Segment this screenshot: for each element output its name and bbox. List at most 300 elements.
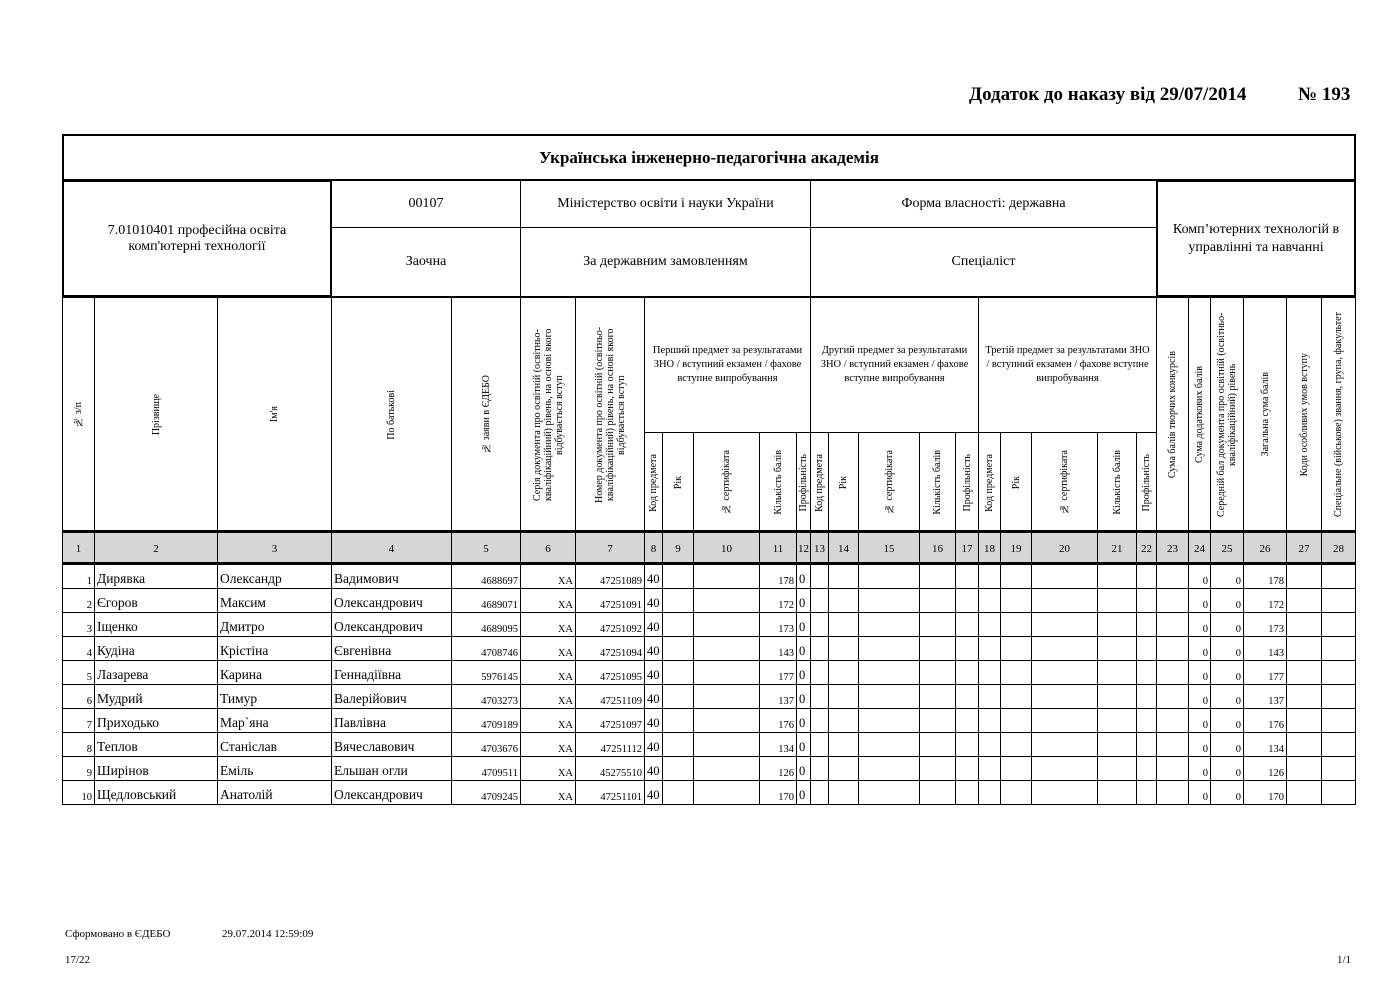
table-cell [919, 684, 956, 709]
column-number [1156, 532, 1189, 565]
column-number [575, 532, 645, 565]
cell-app [451, 660, 521, 685]
cell-total-text: 173 [1268, 624, 1284, 635]
cell-surname [94, 780, 218, 805]
table-cell [1000, 732, 1032, 757]
cell-score [759, 732, 797, 757]
table-cell [810, 636, 829, 661]
cell-name-text: Максим [220, 595, 266, 610]
cell-total [1243, 684, 1287, 709]
cell-docnum-text: 47251097 [600, 720, 642, 731]
ministry-cell [520, 180, 811, 228]
cell-patronymic [331, 756, 452, 781]
header-subject3-sub_code [978, 432, 1001, 533]
column-number [1097, 532, 1137, 565]
cell-score-text: 177 [778, 672, 794, 683]
header-col5 [451, 296, 521, 533]
table-cell [1031, 612, 1098, 637]
cell-avg [1210, 780, 1244, 805]
cell-patronymic-text: Вадимович [334, 571, 399, 586]
table-cell [858, 756, 920, 781]
column-number-text: 7 [607, 542, 613, 555]
cell-avg [1210, 588, 1244, 613]
cell-patronymic [331, 612, 452, 637]
cell-avg [1210, 660, 1244, 685]
cell-avg [1210, 612, 1244, 637]
cell-code [644, 780, 663, 805]
table-cell [978, 612, 1001, 637]
table-cell [693, 612, 760, 637]
header-subject3-text: Третій предмет за результатами ЗНО / вступний екзамен / фахове вступне випробування [985, 344, 1150, 384]
cell-extra [1188, 732, 1211, 757]
table-cell [828, 684, 859, 709]
table-cell [1156, 660, 1189, 685]
cell-docnum-text: 47251112 [600, 744, 642, 755]
cell-name [217, 636, 332, 661]
table-cell [858, 780, 920, 805]
header-col23-text: Сума балів творчих конкурсів [1167, 350, 1178, 479]
column-number [796, 532, 811, 565]
column-number-text: 17 [961, 542, 973, 555]
faculty-cell-text: Комп’ютерних технологій в управлінні та навчанні [1172, 221, 1340, 255]
cell-surname [94, 564, 218, 589]
cell-series-text: ХА [557, 696, 573, 707]
cell-extra [1188, 756, 1211, 781]
cell-score [759, 564, 797, 589]
row-number-text: 3 [86, 624, 92, 635]
header-col4 [331, 296, 452, 533]
row-number-text: 9 [86, 768, 92, 779]
cell-total-text: 126 [1268, 768, 1284, 779]
cell-extra-text: 0 [1202, 744, 1208, 755]
cell-extra [1188, 636, 1211, 661]
cell-extra [1188, 612, 1211, 637]
table-cell [858, 636, 920, 661]
cell-name-text: Тимур [220, 691, 258, 706]
cell-avg-text: 0 [1235, 648, 1241, 659]
column-number [1243, 532, 1287, 565]
table-cell [1156, 588, 1189, 613]
table-cell [955, 708, 979, 733]
header-col6-text: Серія документа про освітній (освітньо-кваліфікаційний) рівень, на основі якого відбувається вступ [531, 328, 565, 501]
cell-docnum-text: 47251095 [600, 672, 642, 683]
cell-series [520, 708, 576, 733]
column-number-text: 26 [1259, 542, 1271, 555]
cell-score [759, 636, 797, 661]
cell-app-text: 4703273 [481, 696, 518, 707]
cell-profile-text: 0 [799, 572, 806, 586]
table-cell [919, 708, 956, 733]
header-col5-text: № заяви в ЄДЕБО [480, 375, 492, 454]
table-cell [1000, 708, 1032, 733]
table-cell [919, 756, 956, 781]
header-subject2-sub_cert [858, 432, 920, 533]
table-cell [1156, 564, 1189, 589]
cell-app-text: 4689071 [481, 600, 518, 611]
cell-name-text: Карина [220, 667, 263, 682]
table-cell [693, 756, 760, 781]
cell-surname-text: Теплов [97, 739, 138, 754]
cell-code-text: 40 [647, 692, 660, 706]
header-subject3-sub_year [1000, 432, 1032, 533]
table-cell [1136, 588, 1157, 613]
header-col3-text: Ім'я [269, 406, 280, 423]
table-cell [810, 732, 829, 757]
cell-avg [1210, 564, 1244, 589]
column-number [810, 532, 829, 565]
table-cell [1031, 708, 1098, 733]
cell-profile [796, 588, 811, 613]
column-number-text: 16 [932, 542, 943, 555]
column-number-text: 18 [984, 542, 995, 555]
cell-docnum [575, 660, 645, 685]
cell-avg-text: 0 [1235, 744, 1241, 755]
cell-extra-text: 0 [1202, 600, 1208, 611]
header-col6 [520, 296, 576, 533]
table-cell [1031, 756, 1098, 781]
header-subject1-sub_score-text: Кількість балів [772, 450, 784, 515]
table-cell [1321, 612, 1356, 637]
table-cell [955, 732, 979, 757]
cell-name [217, 732, 332, 757]
row-number-text: 10 [81, 792, 92, 803]
cell-avg-text: 0 [1235, 624, 1241, 635]
cell-surname-text: Ширінов [97, 763, 149, 778]
table-cell [978, 780, 1001, 805]
table-cell [955, 636, 979, 661]
column-number-text: 20 [1059, 542, 1070, 555]
cell-code [644, 708, 663, 733]
header-col24 [1188, 296, 1211, 533]
cell-surname [94, 708, 218, 733]
table-cell [1031, 780, 1098, 805]
cell-name [217, 612, 332, 637]
cell-code [644, 732, 663, 757]
header-subject3-sub_cert-text: № сертифіката [1059, 450, 1070, 515]
table-cell [1000, 564, 1032, 589]
table-cell [858, 588, 920, 613]
row-number [62, 564, 95, 589]
cell-code-text: 40 [647, 572, 660, 586]
cell-name-text: Дмитро [220, 619, 265, 634]
header-col24-text: Сума додаткових балів [1194, 366, 1205, 463]
order-title: Додаток до наказу від 29/07/2014 [969, 84, 1247, 105]
ministry-cell-text: Міністерство освіти і науки України [557, 196, 774, 211]
cell-score-text: 178 [778, 576, 794, 587]
cell-docnum [575, 732, 645, 757]
cell-profile-text: 0 [799, 764, 806, 778]
column-number [978, 532, 1001, 565]
cell-app-text: 5976145 [481, 672, 518, 683]
table-cell [828, 588, 859, 613]
table-cell [1286, 564, 1322, 589]
table-cell [662, 564, 694, 589]
faculty-cell [1156, 180, 1356, 297]
divider [62, 296, 1355, 298]
cell-name-text: Крістіна [220, 643, 269, 658]
cell-total-text: 137 [1268, 696, 1284, 707]
cell-docnum [575, 564, 645, 589]
cell-avg-text: 0 [1235, 696, 1241, 707]
table-cell [1136, 612, 1157, 637]
cell-total [1243, 660, 1287, 685]
cell-surname-text: Іщенко [97, 619, 138, 634]
cell-total [1243, 588, 1287, 613]
table-cell [1097, 780, 1137, 805]
cell-series-text: ХА [557, 744, 573, 755]
table-cell [1097, 684, 1137, 709]
cell-score [759, 612, 797, 637]
table-cell [858, 684, 920, 709]
table-cell [919, 660, 956, 685]
column-number-text: 12 [798, 542, 809, 555]
cell-app [451, 780, 521, 805]
cell-avg-text: 0 [1235, 672, 1241, 683]
row-number [62, 636, 95, 661]
cell-surname [94, 684, 218, 709]
cell-series-text: ХА [557, 576, 573, 587]
table-cell [828, 564, 859, 589]
cell-app [451, 564, 521, 589]
table-cell [1286, 756, 1322, 781]
funding-cell [520, 227, 811, 297]
cell-profile-text: 0 [799, 620, 806, 634]
cell-docnum-text: 47251089 [600, 576, 642, 587]
column-number-text: 27 [1298, 542, 1310, 555]
table-cell [1136, 708, 1157, 733]
cell-app-text: 4689095 [481, 624, 518, 635]
table-cell [810, 708, 829, 733]
cell-code [644, 564, 663, 589]
cell-patronymic [331, 684, 452, 709]
table-cell [1097, 564, 1137, 589]
cell-extra [1188, 588, 1211, 613]
cell-total-text: 178 [1268, 576, 1284, 587]
cell-extra-text: 0 [1202, 648, 1208, 659]
table-cell [1136, 780, 1157, 805]
column-number-text: 23 [1167, 542, 1178, 555]
cell-patronymic-text: Олександрович [334, 619, 423, 634]
column-number-text: 9 [675, 542, 681, 555]
column-number [955, 532, 979, 565]
cell-code-text: 40 [647, 644, 660, 658]
table-cell [828, 756, 859, 781]
header-subject1-text: Перший предмет за результатами ЗНО / вступний екзамен / фахове вступне випробування [652, 344, 803, 384]
cell-app [451, 612, 521, 637]
specialty-cell [62, 180, 332, 297]
header-col4-text: По батькові [386, 389, 397, 440]
order-number: № 193 [1298, 84, 1351, 105]
cell-code-text: 40 [647, 668, 660, 682]
table-cell [978, 708, 1001, 733]
cell-total-text: 170 [1268, 792, 1284, 803]
cell-patronymic-text: Геннадіївна [334, 667, 402, 682]
cell-profile-text: 0 [799, 788, 806, 802]
header-col2-text: Прізвище [150, 393, 162, 436]
column-number [1286, 532, 1322, 565]
column-number [62, 532, 95, 565]
column-number [1321, 532, 1356, 565]
table-cell [810, 780, 829, 805]
table-cell [1097, 732, 1137, 757]
row-number [62, 780, 95, 805]
table-cell [919, 636, 956, 661]
cell-name [217, 708, 332, 733]
cell-profile [796, 612, 811, 637]
cell-patronymic-text: Павлівна [334, 715, 387, 730]
header-col1-text: № з/п [73, 401, 84, 428]
table-cell [1321, 756, 1356, 781]
cell-total-text: 177 [1268, 672, 1284, 683]
cell-profile [796, 636, 811, 661]
study-form-cell-text: Заочна [405, 254, 447, 269]
column-number-text: 28 [1333, 542, 1344, 555]
cell-profile-text: 0 [799, 716, 806, 730]
column-number [662, 532, 694, 565]
cell-total [1243, 564, 1287, 589]
table-cell [662, 684, 694, 709]
cell-series-text: ХА [557, 768, 573, 779]
cell-series [520, 588, 576, 613]
cell-score-text: 176 [778, 720, 794, 731]
cell-series [520, 780, 576, 805]
column-number [520, 532, 576, 565]
table-cell [828, 612, 859, 637]
cell-code-text: 40 [647, 620, 660, 634]
cell-profile [796, 564, 811, 589]
cell-patronymic [331, 708, 452, 733]
ownership-cell-text: Форма власності: державна [901, 196, 1066, 211]
code-cell-text: 00107 [408, 196, 444, 211]
header-subject1-sub_year [662, 432, 694, 533]
cell-patronymic-text: Вячеславович [334, 739, 415, 754]
cell-surname [94, 612, 218, 637]
cell-docnum [575, 612, 645, 637]
table-cell [919, 588, 956, 613]
cell-code-text: 40 [647, 788, 660, 802]
cell-name-text: Мар`яна [220, 715, 269, 730]
cell-docnum-text: 47251109 [600, 696, 642, 707]
column-number [1210, 532, 1244, 565]
header-subject3-sub_profile-text: Профільність [1141, 453, 1152, 512]
column-number-text: 8 [650, 542, 657, 555]
table-cell [1321, 708, 1356, 733]
table-cell [978, 588, 1001, 613]
header-subject1-sub_code-text: Код предмета [648, 453, 659, 512]
row-number-text: 2 [86, 600, 92, 611]
cell-series [520, 684, 576, 709]
row-number [62, 684, 95, 709]
cell-patronymic [331, 732, 452, 757]
table-cell [978, 636, 1001, 661]
table-cell [693, 684, 760, 709]
header-col26-text: Загальна сума балів [1259, 372, 1271, 457]
table-cell [1000, 780, 1032, 805]
table-cell [1321, 660, 1356, 685]
header-subject1-sub_cert [693, 432, 760, 533]
column-number [644, 532, 663, 565]
header-subject3-sub_score [1097, 432, 1137, 533]
table-cell [1097, 756, 1137, 781]
cell-profile-text: 0 [799, 644, 806, 658]
cell-extra-text: 0 [1202, 696, 1208, 707]
table-cell [919, 564, 956, 589]
table-cell [662, 708, 694, 733]
column-number-text: 3 [271, 542, 278, 555]
cell-name [217, 684, 332, 709]
cell-patronymic [331, 780, 452, 805]
institution-title [62, 134, 1356, 181]
cell-patronymic-text: Євгенівна [334, 643, 392, 658]
row-number [62, 732, 95, 757]
footer-generated: Сформовано в ЄДЕБО [65, 928, 171, 940]
cell-code [644, 660, 663, 685]
header-subject3 [978, 296, 1157, 433]
table-cell [1000, 756, 1032, 781]
funding-cell-text: За державним замовленням [583, 254, 748, 269]
table-cell [1031, 732, 1098, 757]
cell-name-text: Олександр [220, 571, 282, 586]
table-cell [1136, 756, 1157, 781]
cell-avg [1210, 732, 1244, 757]
cell-series-text: ХА [557, 792, 573, 803]
cell-total [1243, 708, 1287, 733]
cell-series [520, 756, 576, 781]
header-subject1-sub_year-text: Рік [672, 475, 684, 490]
cell-total-text: 134 [1268, 744, 1284, 755]
cell-name [217, 780, 332, 805]
column-number-text: 19 [1010, 542, 1022, 555]
table-cell [1136, 732, 1157, 757]
column-number [331, 532, 452, 565]
cell-series [520, 732, 576, 757]
cell-score [759, 588, 797, 613]
cell-score-text: 170 [778, 792, 794, 803]
cell-score-text: 173 [778, 624, 794, 635]
table-cell [828, 780, 859, 805]
row-number-text: 6 [86, 696, 92, 707]
header-subject3-sub_code-text: Код предмета [984, 453, 995, 512]
cell-patronymic [331, 564, 452, 589]
cell-docnum-text: 47251091 [600, 600, 642, 611]
column-number-text: 4 [388, 542, 395, 555]
cell-app-text: 4703676 [481, 744, 518, 755]
table-cell [955, 684, 979, 709]
cell-total-text: 143 [1268, 648, 1284, 659]
table-cell [1136, 636, 1157, 661]
cell-total [1243, 612, 1287, 637]
cell-total [1243, 756, 1287, 781]
cell-name [217, 756, 332, 781]
ownership-cell [810, 180, 1157, 228]
table-cell [1156, 780, 1189, 805]
cell-score [759, 780, 797, 805]
table-cell [693, 636, 760, 661]
table-cell [828, 636, 859, 661]
table-cell [1000, 660, 1032, 685]
cell-app [451, 756, 521, 781]
header-subject2-sub_score-text: Кількість балів [932, 450, 943, 515]
table-cell [693, 588, 760, 613]
cell-patronymic-text: Валерійович [334, 691, 407, 706]
table-cell [810, 588, 829, 613]
column-number-text: 21 [1111, 542, 1123, 555]
cell-patronymic-text: Ельшан огли [334, 763, 408, 778]
row-number-text: 1 [86, 576, 92, 587]
degree-cell [810, 227, 1157, 297]
column-number [759, 532, 797, 565]
table-cell [1286, 660, 1322, 685]
